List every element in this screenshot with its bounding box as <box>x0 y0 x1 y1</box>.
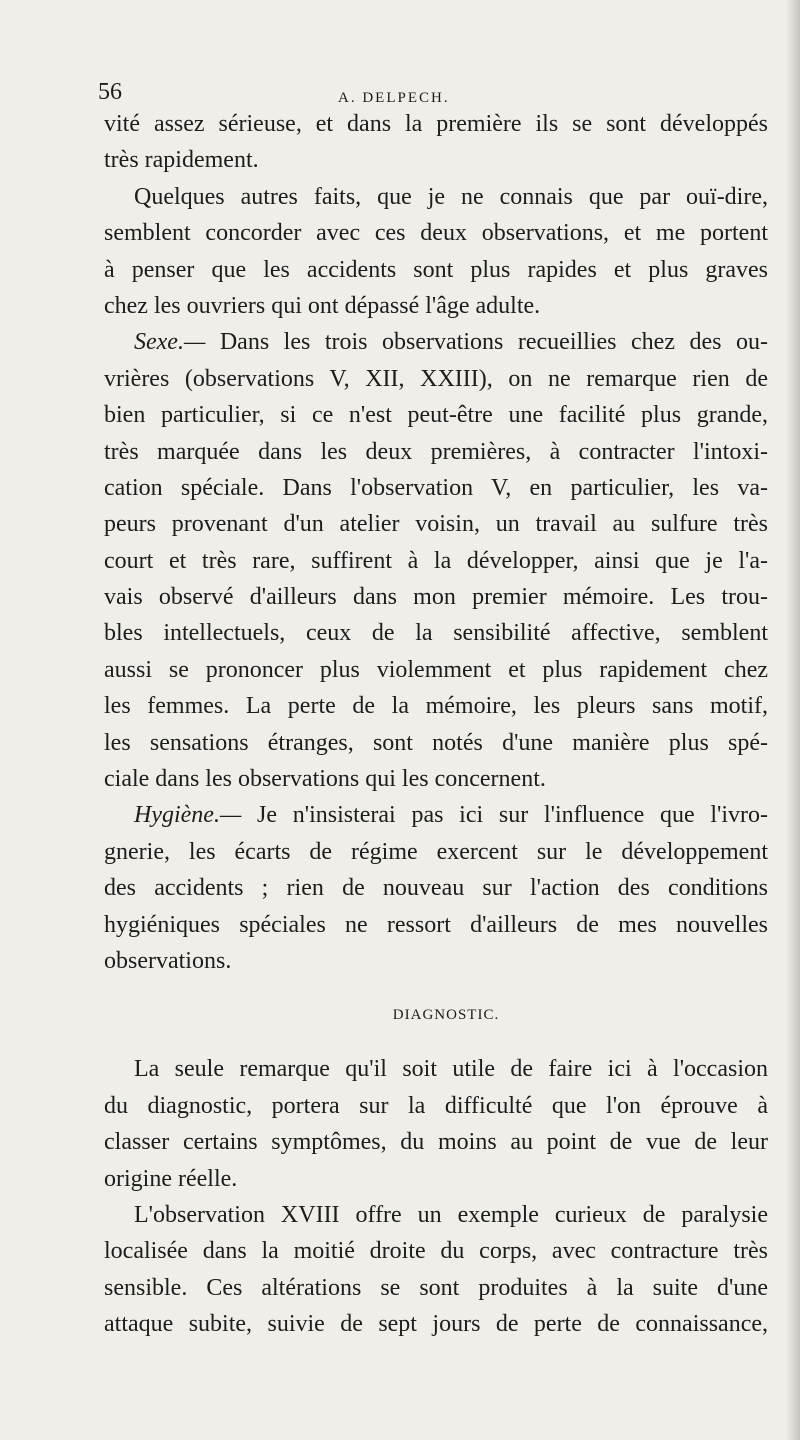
text-line: attaque subite, suivie de sept jours de perte de connaissance, <box>104 1311 768 1338</box>
text-line-content: Je n'insisterai pas ici sur l'influence que l'ivro- <box>257 802 768 829</box>
text-line: des accidents ; rien de nouveau sur l'action des conditions <box>104 875 768 902</box>
text-line: vité assez sérieuse, et dans la première ils se sont développés <box>104 111 768 137</box>
text-line: bien particulier, si ce n'est peut-être une facilité plus grande, <box>104 402 768 429</box>
body-text <box>104 106 768 1343</box>
text-line: observations. <box>104 947 232 974</box>
hygiene-label: Hygiène.— <box>134 802 242 829</box>
text-line: très marquée dans les deux premières, à contracter l'intoxi- <box>104 438 768 465</box>
text-line: du diagnostic, portera sur la difficulté que l'on éprouve à <box>104 1092 768 1119</box>
text-line-content: Dans les trois observations recueillies chez des ou- <box>219 329 768 356</box>
text-line: vais observé d'ailleurs dans mon premier mémoire. Les trou- <box>104 584 768 611</box>
page-edge-shadow <box>786 0 800 1440</box>
text-line: bles intellectuels, ceux de la sensibilité affective, semblent <box>104 620 768 647</box>
text-line-hygiene <box>104 797 768 833</box>
text-line: peurs provenant d'un atelier voisin, un travail au sulfure très <box>104 511 768 538</box>
section-heading-diagnostic: DIAGNOSTIC. <box>392 1007 500 1024</box>
text-line: à penser que les accidents sont plus rapides et plus graves <box>104 256 768 283</box>
text-line: aussi se prononcer plus violemment et plus rapidement chez <box>104 656 768 683</box>
sexe-label: Sexe.— <box>134 329 206 356</box>
text-line: vrières (observations V, XII, XXIII), on ne remarque rien de <box>104 365 768 392</box>
text-line: classer certains symptômes, du moins au point de vue de leur <box>104 1129 768 1156</box>
text-line: chez les ouvriers qui ont dépassé l'âge adulte. <box>104 292 541 319</box>
text-line: sensible. Ces altérations se sont produites à la suite d'une <box>104 1274 768 1301</box>
text-line: court et très rare, suffirent à la développer, ainsi que je l'a- <box>104 547 768 574</box>
text-line-sexe <box>104 324 768 360</box>
text-line: les sensations étranges, sont notés d'une manière plus spé- <box>104 729 768 756</box>
text-line: très rapidement. <box>104 147 259 174</box>
text-line: gnerie, les écarts de régime exercent sur le développement <box>104 838 768 865</box>
text-line: origine réelle. <box>104 1165 238 1192</box>
text-line: ciale dans les observations qui les concernent. <box>104 766 546 793</box>
text-line: hygiéniques spéciales ne ressort d'ailleurs de mes nouvelles <box>104 911 768 938</box>
text-line: cation spéciale. Dans l'observation V, en particulier, les va- <box>104 474 768 501</box>
text-line: localisée dans la moitié droite du corps, avec contracture très <box>104 1238 768 1265</box>
text-line: L'observation XVIII offre un exemple curieux de paralysie <box>134 1201 768 1228</box>
page-number: 56 <box>98 79 122 105</box>
running-head: A. DELPECH. <box>338 90 450 106</box>
text-line: La seule remarque qu'il soit utile de faire ici à l'occasion <box>134 1056 768 1083</box>
text-line: semblent concorder avec ces deux observations, et me portent <box>104 220 768 247</box>
text-line: les femmes. La perte de la mémoire, les pleurs sans motif, <box>104 693 768 720</box>
text-line: Quelques autres faits, que je ne connais que par ouï-dire, <box>134 183 768 210</box>
